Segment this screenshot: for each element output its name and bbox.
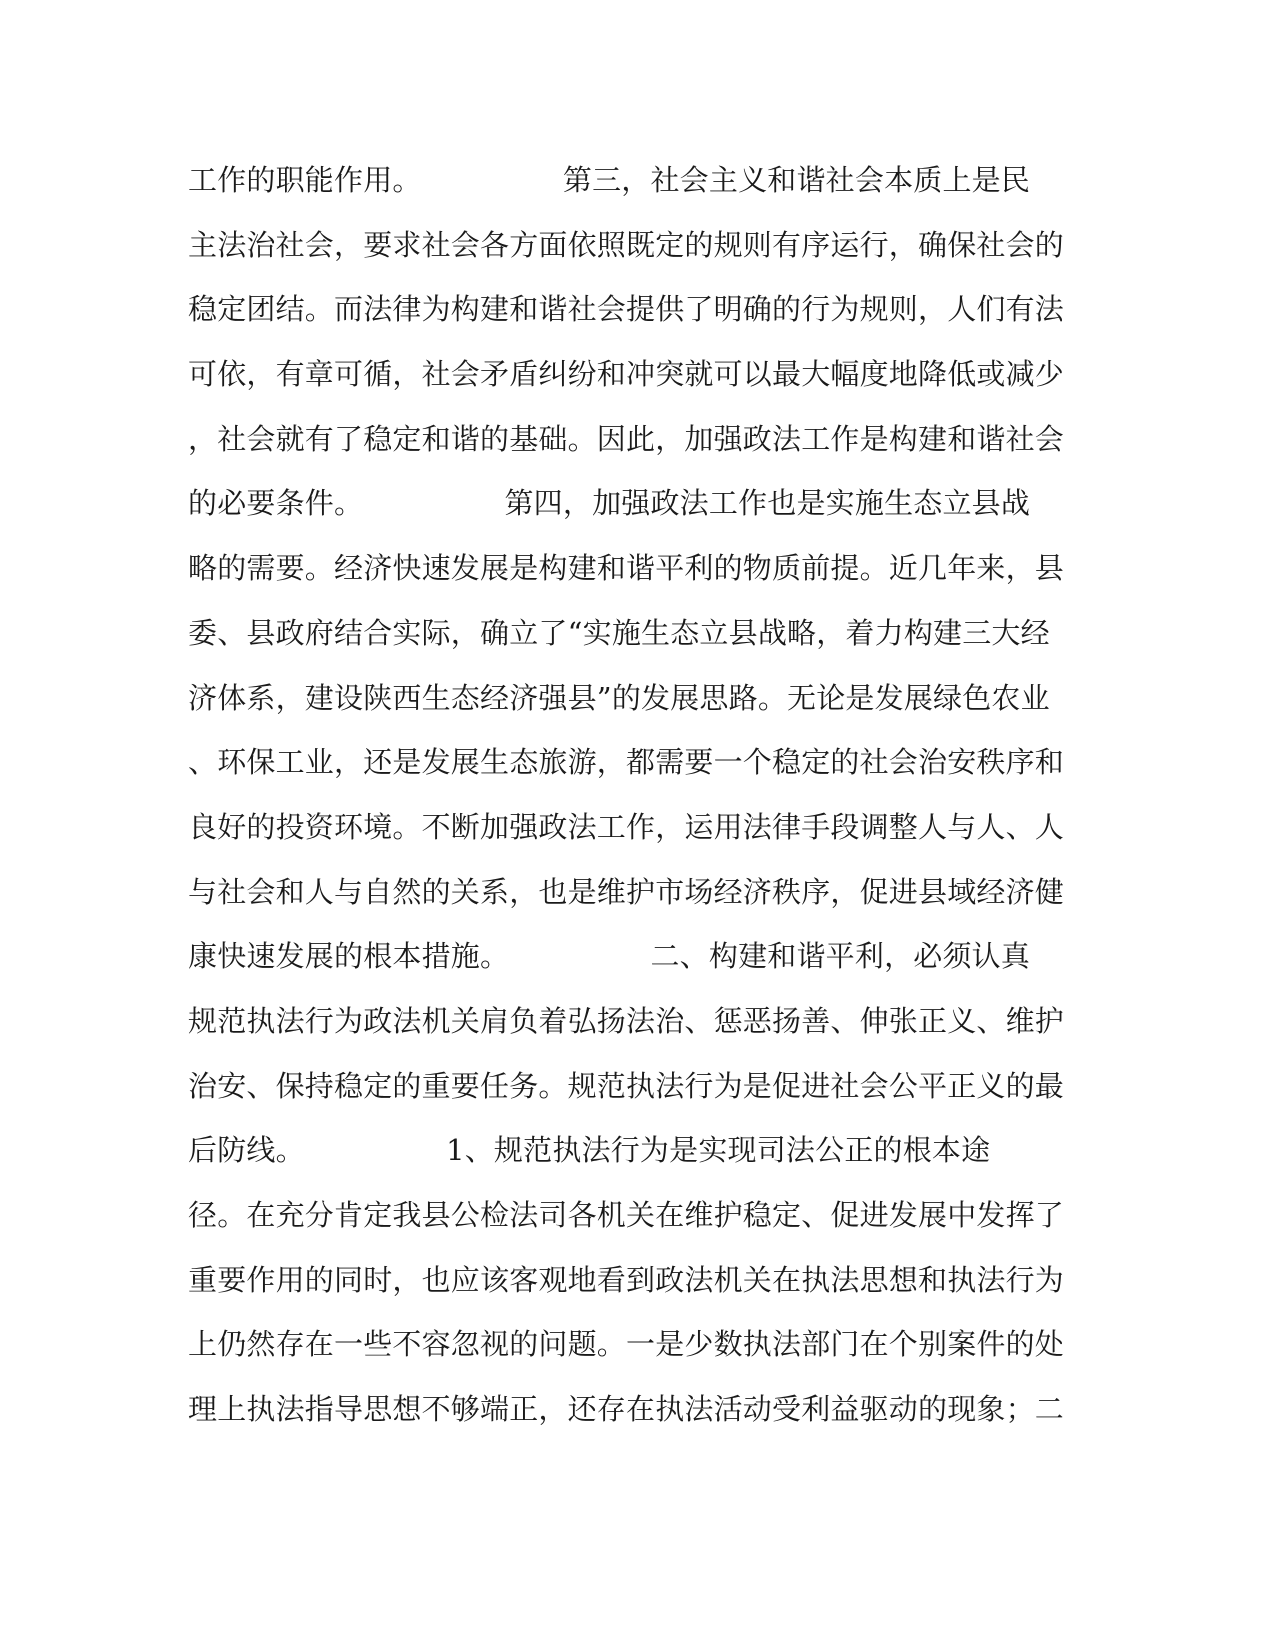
text-line: 略的需要。经济快速发展是构建和谐平利的物质前提。近几年来，县	[188, 551, 1065, 586]
text-line: 良好的投资环境。不断加强政法工作，运用法律手段调整人与人、人	[188, 809, 1065, 844]
text-line: 、环保工业，还是发展生态旅游，都需要一个稳定的社会治安秩序和	[188, 745, 1065, 780]
text-line: 治安、保持稳定的重要任务。规范执法行为是促进社会公平正义的最	[188, 1068, 1065, 1103]
text-line: 后防线。 1、规范执法行为是实现司法公正的根本途	[188, 1133, 991, 1168]
text-line: 的必要条件。 第四，加强政法工作也是实施生态立县战	[188, 486, 1031, 521]
text-line: 工作的职能作用。 第三，社会主义和谐社会本质上是民	[188, 163, 1031, 197]
text-line: 康快速发展的根本措施。 二、构建和谐平利，必须认真	[188, 939, 1031, 974]
text-line: 济体系，建设陕西生态经济强县”的发展思路。无论是发展绿色农业	[188, 680, 1050, 715]
text-line: 委、县政府结合实际，确立了“实施生态立县战略，着力构建三大经	[188, 615, 1050, 650]
text-line: 稳定团结。而法律为构建和谐社会提供了明确的行为规则，人们有法	[188, 292, 1065, 327]
text-line: 上仍然存在一些不容忽视的问题。一是少数执法部门在个别案件的处	[188, 1327, 1065, 1362]
text-line: 与社会和人与自然的关系，也是维护市场经济秩序，促进县域经济健	[188, 874, 1065, 909]
text-line: 重要作用的同时，也应该客观地看到政法机关在执法思想和执法行为	[188, 1262, 1065, 1297]
text-line: 理上执法指导思想不够端正，还存在执法活动受利益驱动的现象；二	[188, 1392, 1065, 1427]
text-line: ，社会就有了稳定和谐的基础。因此，加强政法工作是构建和谐社会	[188, 421, 1065, 456]
text-line: 径。在充分肯定我县公检法司各机关在维护稳定、促进发展中发挥了	[188, 1198, 1065, 1232]
text-line: 规范执法行为政法机关肩负着弘扬法治、惩恶扬善、伸张正义、维护	[188, 1003, 1065, 1038]
text-line: 主法治社会，要求社会各方面依照既定的规则有序运行，确保社会的	[188, 227, 1065, 262]
document-body	[188, 162, 1088, 1456]
text-line: 可依，有章可循，社会矛盾纠纷和冲突就可以最大幅度地降低或减少	[188, 357, 1065, 392]
